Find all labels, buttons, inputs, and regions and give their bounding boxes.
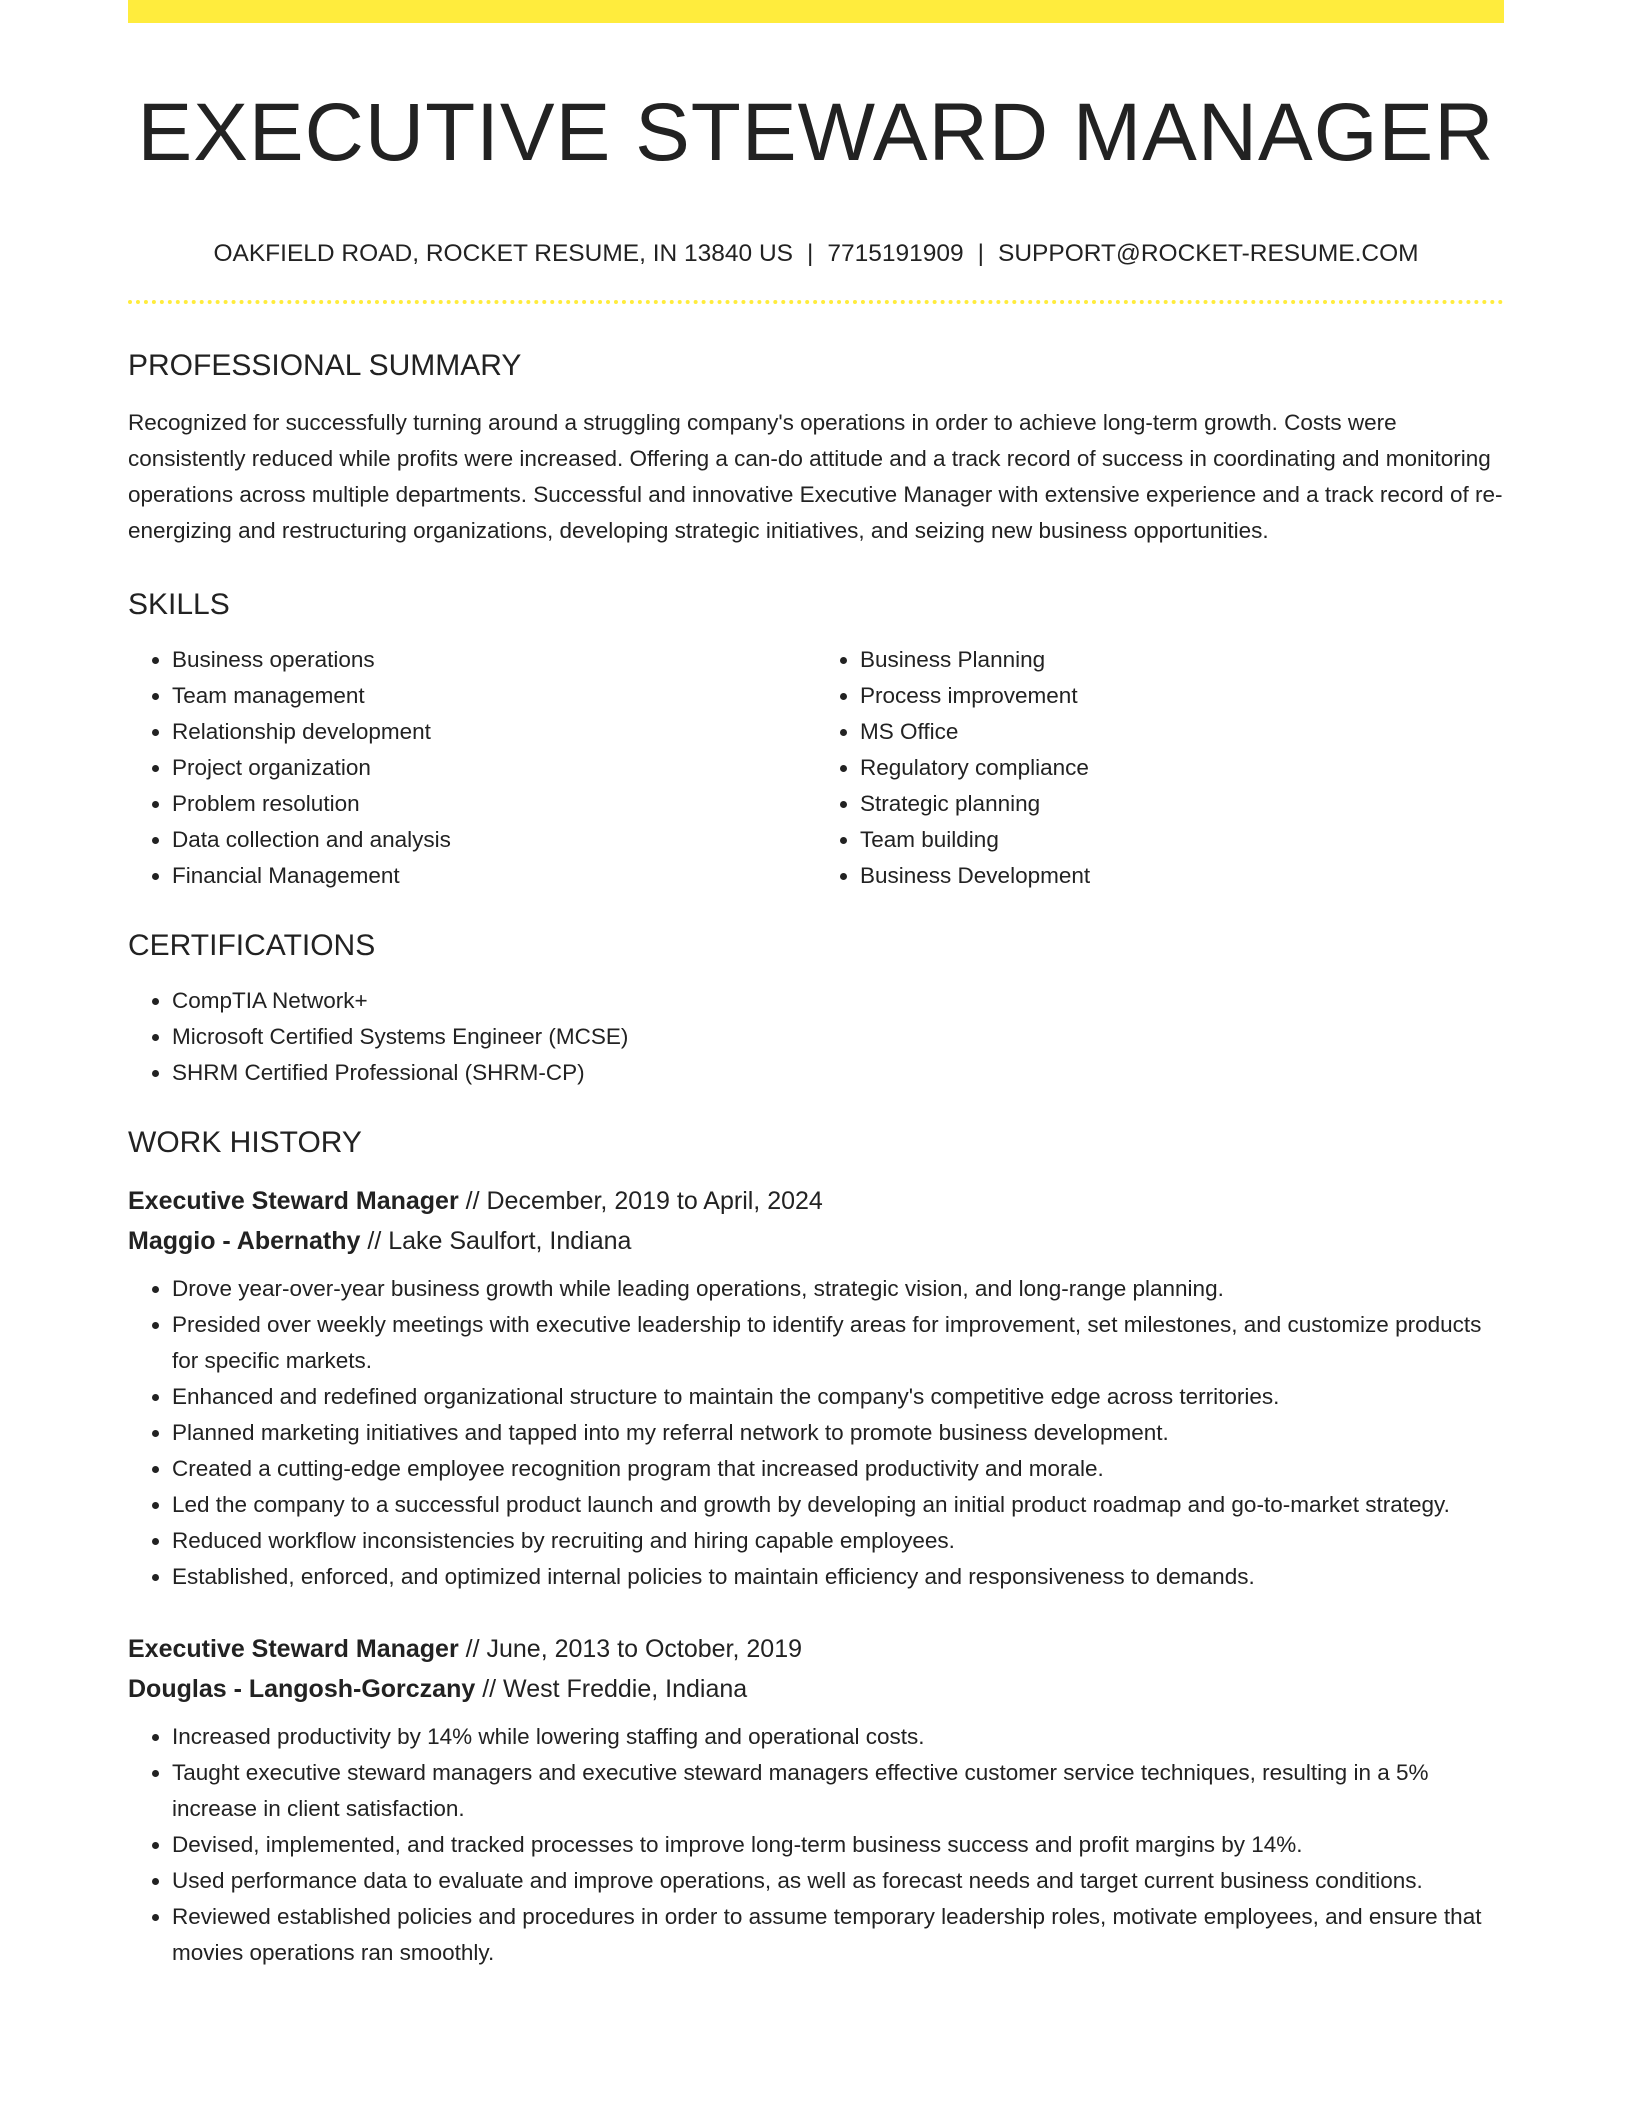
skill-item: • Process improvement (860, 678, 1504, 714)
contact-email: SUPPORT@ROCKET-RESUME.COM (998, 240, 1419, 268)
job-location: // West Freddie, Indiana (475, 1675, 748, 1704)
summary-section (128, 348, 1504, 549)
job-bullet: • Increased productivity by 14% while lowering staffing and operational costs. (172, 1719, 1504, 1755)
job-company-line (128, 1221, 1504, 1261)
dotted-divider (128, 300, 1504, 304)
work-history-section (128, 1125, 1504, 1971)
contact-line (128, 238, 1504, 270)
certification-item: • CompTIA Network+ (172, 983, 1504, 1019)
summary-text: Recognized for successfully turning around a struggling company's operations in order to achieve long-term growth. Costs were consistently reduced while profits were increased. Offering a can-do attitude and a track record of success in coordinating and monitoring operations across multiple departments. Successful and innovative Executive Manager with extensive experience and a track record of re-energizing and restructuring organizations, developing strategic initiatives, and seizing new business opportunities. (128, 410, 1503, 544)
job-bullet: • Created a cutting-edge employee recognition program that increased productivity and morale. (172, 1451, 1504, 1487)
certifications-list (128, 983, 1504, 1091)
skill-item: • Team management (172, 678, 816, 714)
skill-item: • MS Office (860, 714, 1504, 750)
job-bullet: • Enhanced and redefined organizational structure to maintain the company's competitive edge across territories. (172, 1379, 1504, 1415)
contact-separator: | (806, 240, 814, 268)
job-bullets (128, 1271, 1504, 1595)
skill-item: • Strategic planning (860, 786, 1504, 822)
job-bullet: • Devised, implemented, and tracked processes to improve long-term business success and profit margins by 14%. (172, 1827, 1504, 1863)
skills-list-left (128, 642, 816, 894)
accent-top-bar (128, 0, 1504, 23)
job-bullets (128, 1719, 1504, 1971)
skill-item: • Relationship development (172, 714, 816, 750)
summary-title: PROFESSIONAL SUMMARY (128, 349, 522, 383)
skill-item: • Regulatory compliance (860, 750, 1504, 786)
job-bullet: • Led the company to a successful product launch and growth by developing an initial product roadmap and go-to-market strategy. (172, 1487, 1504, 1523)
certifications-title: CERTIFICATIONS (128, 929, 376, 963)
skills-list-right (816, 642, 1504, 894)
job-bullet: • Presided over weekly meetings with executive leadership to identify areas for improvement, set milestones, and customize products for specific markets. (172, 1307, 1504, 1379)
job-company: Maggio - Abernathy (128, 1227, 361, 1256)
work-history-title: WORK HISTORY (128, 1126, 362, 1160)
certification-item: • Microsoft Certified Systems Engineer (MCSE) (172, 1019, 1504, 1055)
skill-item: • Business operations (172, 642, 816, 678)
skill-item: • Project organization (172, 750, 816, 786)
contact-address: OAKFIELD ROAD, ROCKET RESUME, IN 13840 US (213, 240, 793, 268)
certifications-section (128, 928, 1504, 1091)
job-dates: // December, 2019 to April, 2024 (458, 1187, 823, 1216)
job-bullet: • Used performance data to evaluate and improve operations, as well as forecast needs and target current business conditions. (172, 1863, 1504, 1899)
contact-phone: 7715191909 (827, 240, 964, 268)
resume-name-heading: EXECUTIVE STEWARD MANAGER (137, 87, 1495, 178)
job-bullet: • Planned marketing initiatives and tapped into my referral network to promote business development. (172, 1415, 1504, 1451)
skill-item: • Data collection and analysis (172, 822, 816, 858)
job-bullet: • Reduced workflow inconsistencies by recruiting and hiring capable employees. (172, 1523, 1504, 1559)
job-role-line (128, 1629, 1504, 1669)
skills-section (128, 587, 1504, 894)
job-entry (128, 1181, 1504, 1595)
certification-item: • SHRM Certified Professional (SHRM-CP) (172, 1055, 1504, 1091)
job-location: // Lake Saulfort, Indiana (360, 1227, 632, 1256)
skill-item: • Business Planning (860, 642, 1504, 678)
job-role-line (128, 1181, 1504, 1221)
skills-columns (128, 642, 1504, 894)
skill-item: • Team building (860, 822, 1504, 858)
skill-item: • Problem resolution (172, 786, 816, 822)
job-role: Executive Steward Manager (128, 1635, 459, 1664)
job-bullet: • Established, enforced, and optimized internal policies to maintain efficiency and responsiveness to demands. (172, 1559, 1504, 1595)
job-company: Douglas - Langosh-Gorczany (128, 1675, 476, 1704)
skills-title: SKILLS (128, 588, 230, 622)
resume-page (128, 0, 1504, 1971)
skill-item: • Financial Management (172, 858, 816, 894)
job-entry (128, 1629, 1504, 1971)
contact-separator: | (977, 240, 984, 268)
job-bullet: • Taught executive steward managers and executive steward managers effective customer service techniques, resulting in a 5% increase in client satisfaction. (172, 1755, 1504, 1827)
job-company-line (128, 1669, 1504, 1709)
skill-item: • Business Development (860, 858, 1504, 894)
job-bullet: • Reviewed established policies and procedures in order to assume temporary leadership roles, motivate employees, and ensure that movies operations ran smoothly. (172, 1899, 1504, 1971)
job-role: Executive Steward Manager (128, 1187, 459, 1216)
job-bullet: • Drove year-over-year business growth while leading operations, strategic vision, and long-range planning. (172, 1271, 1504, 1307)
job-dates: // June, 2013 to October, 2019 (458, 1635, 803, 1664)
